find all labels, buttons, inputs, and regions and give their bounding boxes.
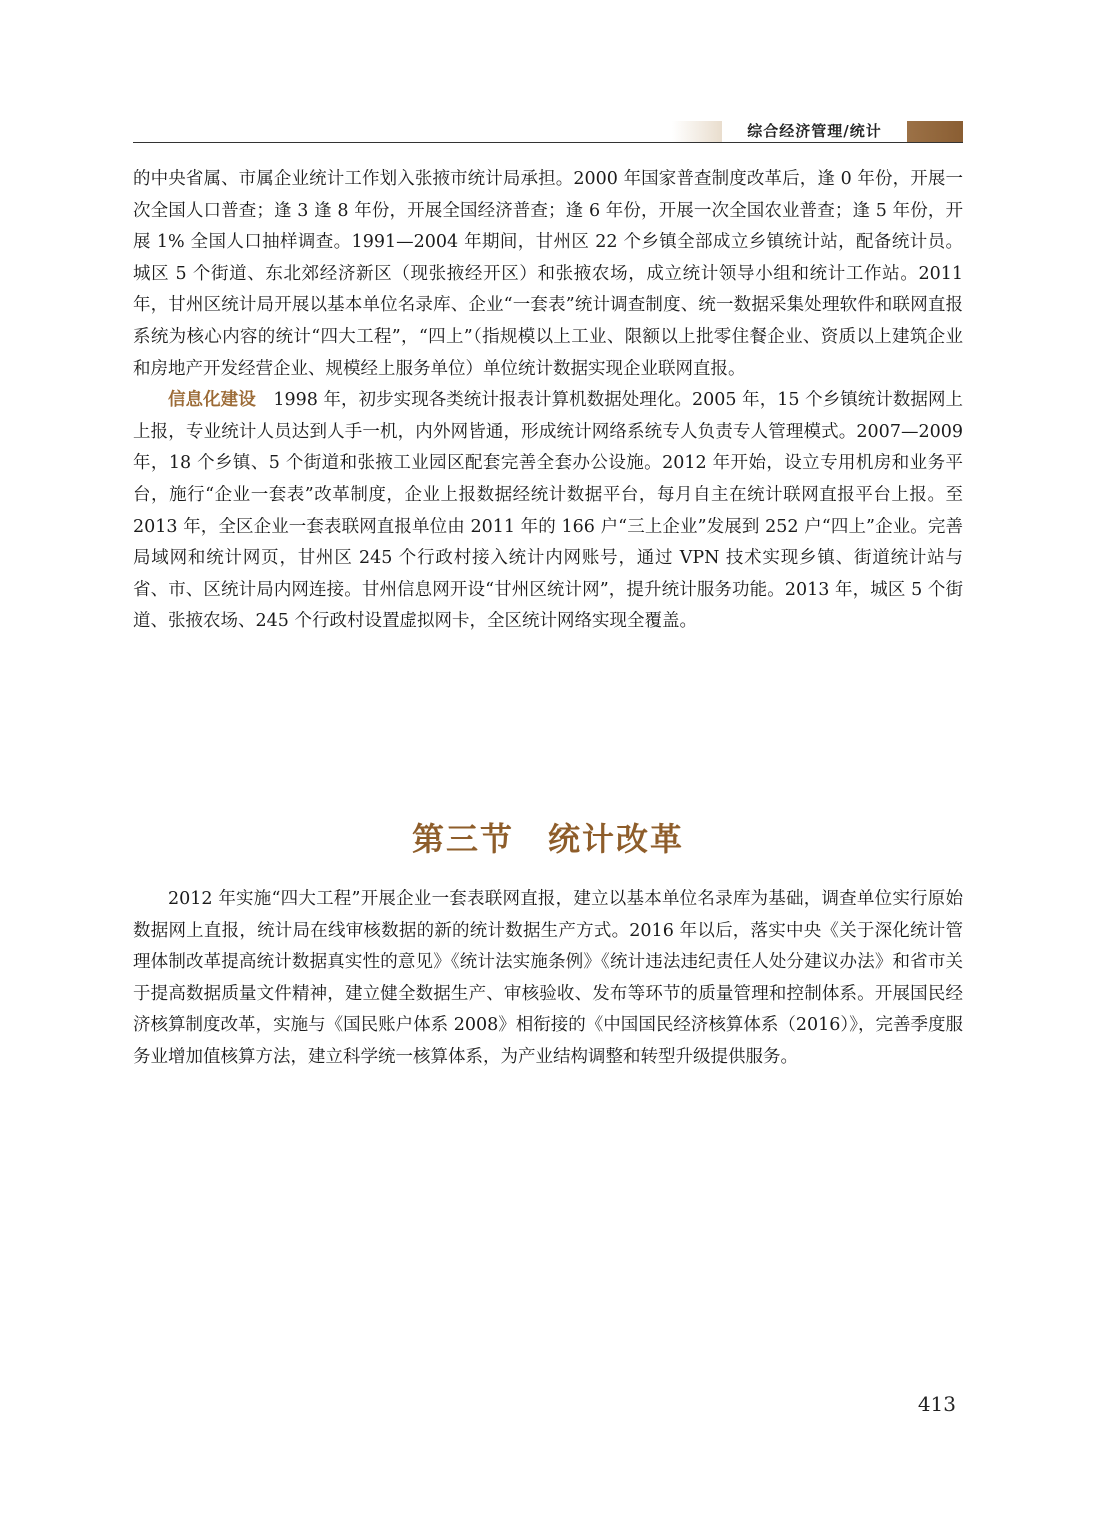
page-number: 413: [917, 1392, 956, 1416]
paragraph-continued: 的中央省属、市属企业统计工作划入张掖市统计局承担。2000 年国家普查制度改革后，逢 0 年份，开展一次全国人口普查；逢 3 逢 8 年份，开展全国经济普查；逢 6 年份，开展一次全国农业普查；逢 5 年份，开展 1% 全国人口抽样调查。1991—2004 年期间，甘州区 22 个乡镇全部成立乡镇统计站，配备统计员。城区 5 个街道、东北郊经济新区（现张掖经开区）和张掖农场，成立统计领导小组和统计工作站。2011 年，甘州区统计局开展以基本单位名录库、企业“一套表”统计调查制度、统一数据采集处理软件和联网直报系统为核心内容的统计“四大工程”，“四上”（指规模以上工业、限额以上批零住餐企业、资质以上建筑企业和房地产开发经营企业、规模经上服务单位）单位统计数据实现企业联网直报。: [133, 169, 963, 379]
paragraph-info-text: 1998 年，初步实现各类统计报表计算机数据处理化。2005 年，15 个乡镇统计数据网上上报，专业统计人员达到人手一机，内外网皆通，形成统计网络系统专人负责专人管理模式。2007—2009 年，18 个乡镇、5 个街道和张掖工业园区配套完善全套办公设施。2012 年开始，设立专用机房和业务平台，施行“企业一套表”改革制度，企业上报数据经统计数据平台，每月自主在统计联网直报平台上报。至 2013 年，全区企业一套表联网直报单位由 2011 年的 166 户“三上企业”发展到 252 户“四上”企业。完善局域网和统计网页，甘州区 245 个行政村接入统计内网账号，通过 VPN 技术实现乡镇、街道统计站与省、市、区统计局内网连接。甘州信息网开设“甘州区统计网”，提升统计服务功能。2013 年，城区 5 个街道、张掖农场、245 个行政村设置虚拟网卡，全区统计网络实现全覆盖。: [133, 390, 964, 632]
body-block-section: [133, 884, 963, 1074]
header-rule: [133, 142, 963, 143]
running-header-title: 综合经济管理/统计: [747, 122, 882, 140]
body-block-top: [133, 164, 963, 638]
section-heading: 第三节 统计改革: [411, 820, 684, 858]
paragraph-lead-heading: 信息化建设: [168, 390, 256, 411]
paragraph-info-construction: [133, 385, 963, 638]
paragraph-statistics-reform: 2012 年实施“四大工程”开展企业一套表联网直报，建立以基本单位名录库为基础，调查单位实行原始数据网上直报，统计局在线审核数据的新的统计数据生产方式。2016 年以后，落实中央《关于深化统计管理体制改革提高统计数据真实性的意见》《统计法实施条例》《统计违法违纪责任人处分建议办法》和省市关于提高数据质量文件精神，建立健全数据生产、审核验收、发布等环节的质量管理和控制体系。开展国民经济核算制度改革，实施与《国民账户体系 2008》相衔接的《中国国民经济核算体系（2016）》，完善季度服务业增加值核算方法，建立科学统一核算体系，为产业结构调整和转型升级提供服务。: [133, 889, 963, 1067]
